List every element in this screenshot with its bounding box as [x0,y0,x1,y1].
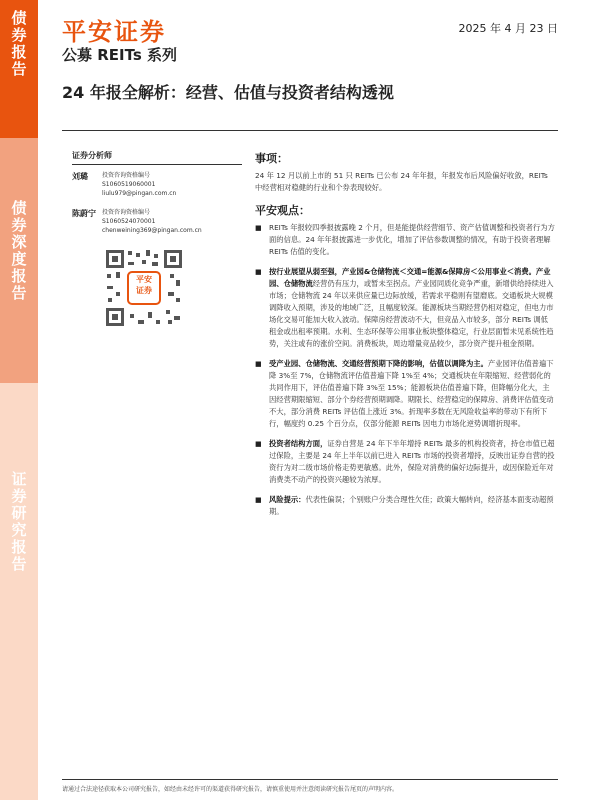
analyst-info [102,208,202,235]
analyst-license-number: S1060524070001 [102,218,156,225]
events-heading: 事项： [255,152,288,165]
analysts-heading: 证券分析师 [72,150,242,165]
viewpoint-text: 证券自营是 24 年下半年增持 REITs 最多的机构投资者，持仓市值已超过保险，主要是 24 年上半年以前已进入 REITs 市场的投资者增持，反映出证券自营的投资行为对二级市场价格走势更敏感。此外，保险对消费的偏好边际提升，或因保险近年对消费类不动产的投资兴趣较为浓厚。 [269,439,555,484]
sidebar-section-label: 证券研究报告 [9,471,28,573]
bullet-square-icon: ■ [255,440,262,448]
analyst-info [102,171,176,198]
bullet-square-icon: ■ [255,360,262,368]
viewpoint-bold: 按行业展望从弱至强，产业园&仓储物流＜交通=能源&保障房＜公用事业＜消费。产业园、仓储物流 [269,267,551,288]
viewpoint-item [255,494,555,518]
analyst-name: 陈蔚宁 [72,209,96,218]
footer-disclaimer: 请通过合法途径获取本公司研究报告，如经由未经许可的渠道获得研究报告，请慎重使用并注意阅读研究报告尾页的声明内容。 [62,786,399,793]
footer-divider [62,779,558,780]
viewpoint-bold: 受产业园、仓储物流、交通经营预期下降的影响，估值以调降为主。 [269,359,488,368]
report-content [255,150,555,526]
viewpoint-bold: 风险提示： [269,495,306,504]
viewpoint-text: REITs 年报较四季报披露晚 2 个月，但是能提供经营细节、资产估值调整和投资者行为方面的信息。24 年年报披露进一步优化，增加了评估参数调整的情况，有助于投资者理解 REITs 估值的变化。 [269,223,555,256]
viewpoints-heading: 平安观点： [255,204,310,217]
viewpoint-text: 产业园评估值普遍下降 3%至 7%，仓储物流评估值普遍下降 1%至 4%；交通板块在年限缩短、经营弱化的共同作用下，评估值普遍下降 3%至 15%；能源板块估值普遍下降，但降幅分化大，主因经营期限缩短、部分个券经营预期调降。期限长、经营稳定的保障房、消费评估值变动不大，部分消费 REITs 评估值上涨近 3%。折现率多数在无风险收益率的带动下有所下行，幅度约 0.25 个百分点，仅部分能源 REITs 因电力市场化逆势调增折现率。 [269,359,554,428]
events-body: 24 年 12 月以前上市的 51 只 REITs 已公布 24 年年报，年报发布后风险偏好收敛，REITs 中经营相对稳健的行业和个券表现较好。 [255,171,548,192]
sidebar-section-label: 债券报告 [9,10,28,78]
analyst-email: chenweining369@pingan.com.cn [102,227,202,234]
viewpoint-item [255,438,555,486]
page-title: 24 年报全解析：经营、估值与投资者结构透视 [62,83,394,102]
analyst-license-label: 投资咨询资格编号 [102,172,151,179]
bullet-square-icon: ■ [255,224,262,232]
viewpoint-bold: 投资者结构方面， [269,439,328,448]
title-divider [62,130,558,131]
viewpoint-text: 经营仍有压力，或暂未至拐点。产业园同质化竞争严重，新增供给持续进入市场；仓储物流 24 年以来供应量已边际放缓，若需求平稳则有望磨底。交通板块大规模调降收入预期，涉及的地域广泛，且幅度较深。能源板块当期经营仍相对稳定，但电力市场化交易可能加大收入波动。保障房经营波动不大，但竞品入市较多，部分 REITs 调低租金或出租率预期。水利、生态环保等公用事业板块整体稳定，行业层面暂未见系统性趋势，关注或有的涨价空间。消费板块，周边增量竞品较少，部分资产提升租金预期。 [269,279,554,348]
sidebar-section-bond-report [0,0,38,138]
sidebar-section-research-report [0,383,38,800]
analysts-panel [72,150,242,245]
report-date: 2025 年 4 月 23 日 [458,22,558,35]
qr-logo-line1: 平安 [136,275,152,284]
bullet-square-icon: ■ [255,268,262,276]
viewpoint-text: 代表性偏误；个别账户分类合理性欠佳；政策大幅转向，经济基本面变动超预期。 [269,495,554,516]
analyst-name: 刘璐 [72,172,88,181]
qr-logo-line2: 证券 [136,286,152,295]
sidebar-section-deep-report [0,138,38,383]
analyst-license-label: 投资咨询资格编号 [102,209,151,216]
analyst-entry [72,208,242,235]
sidebar-section-label: 债券深度报告 [9,200,28,302]
analyst-entry [72,171,242,198]
analyst-email: liulu979@pingan.com.cn [102,190,177,197]
viewpoint-item [255,222,555,258]
bullet-square-icon: ■ [255,496,262,504]
analyst-license-number: S1060519060001 [102,181,156,188]
viewpoint-item [255,358,555,430]
viewpoint-item [255,266,555,350]
report-series: 公募 REITs 系列 [62,46,177,64]
company-logo: 平安证券 [62,18,166,46]
qr-logo [128,274,160,296]
